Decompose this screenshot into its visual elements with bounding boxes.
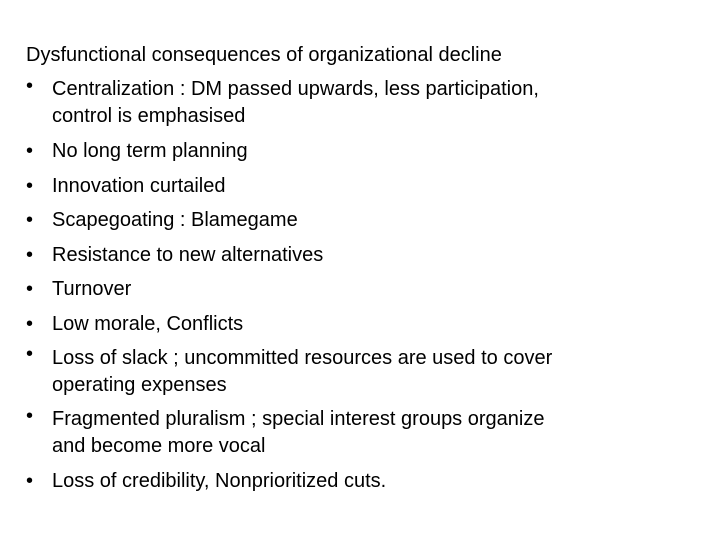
list-item-text: Centralization : DM passed upwards, less participation, (52, 78, 539, 100)
bullet-icon: • (26, 243, 34, 266)
list-item-text: No long term planning (52, 140, 248, 162)
bullet-icon: • (26, 174, 34, 197)
list-item (26, 403, 666, 465)
list-item (26, 272, 666, 307)
list-item-text: Turnover (52, 278, 132, 300)
list-item-text: control is emphasised (52, 105, 246, 127)
list-item-text: Fragmented pluralism ; special interest groups organize (52, 408, 545, 430)
list-item-text: Low morale, Conflicts (52, 312, 244, 335)
list-item (26, 307, 666, 342)
slide-content (26, 38, 666, 499)
bullet-icon: • (26, 140, 34, 162)
slide-heading: Dysfunctional consequences of organizational decline (26, 44, 502, 66)
list-item (26, 203, 666, 238)
list-item (26, 73, 666, 135)
bullet-icon: • (26, 470, 34, 492)
bullet-icon: • (26, 74, 34, 97)
list-item (26, 134, 666, 169)
list-item (26, 341, 666, 403)
list-item-text: Loss of credibility, Nonprioritized cuts. (52, 470, 387, 492)
list-item (26, 464, 666, 499)
bullet-icon: • (26, 312, 34, 335)
bullet-icon: • (26, 209, 34, 231)
list-item (26, 238, 666, 273)
list-item-text: Loss of slack ; uncommitted resources are used to cover (52, 346, 553, 369)
list-item-text: and become more vocal (52, 435, 266, 457)
list-item-text: Scapegoating : Blamegame (52, 209, 298, 231)
bullet-list (26, 73, 666, 499)
list-item-text: Resistance to new alternatives (52, 243, 324, 266)
bullet-icon: • (26, 343, 34, 365)
list-item-text: Innovation curtailed (52, 174, 226, 197)
bullet-icon: • (26, 404, 34, 427)
list-item (26, 169, 666, 204)
bullet-icon: • (26, 278, 34, 300)
list-item-text: operating expenses (52, 373, 227, 396)
